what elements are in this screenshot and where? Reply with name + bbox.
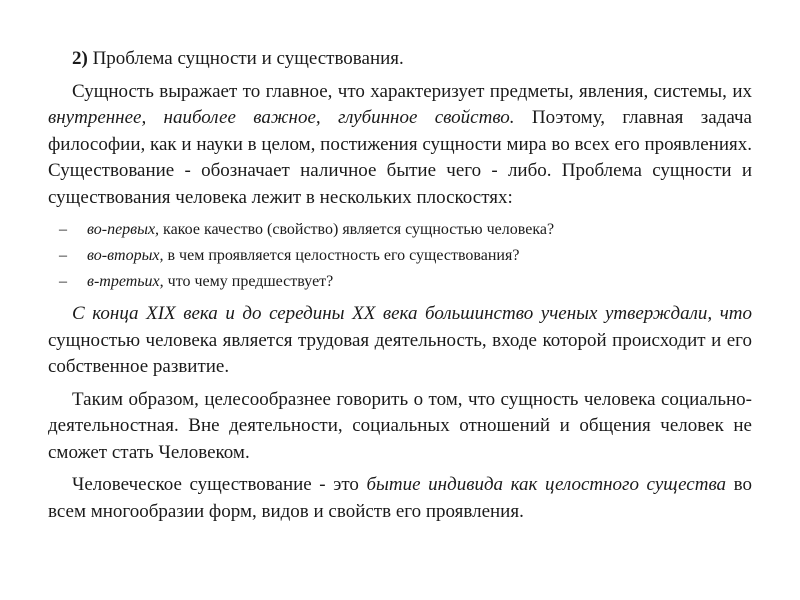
list-item-text: в чем проявляется целостность его существования? (163, 247, 520, 264)
paragraph-essence-text-1: Сущность выражает то главное, что характеризует предметы, явления, системы, их (72, 80, 752, 102)
paragraph-history-text: сущностью человека является трудовая деятельность, входе которой происходит и его собственное развитие. (48, 329, 752, 377)
list-item (48, 217, 752, 243)
paragraph-history (48, 301, 752, 381)
list-item-ordinal: во-вторых, (87, 247, 164, 264)
section-heading (48, 46, 752, 73)
list-item-text: что чему предшествует? (163, 273, 334, 290)
list-item-text: какое качество (свойство) является сущностью человека? (159, 221, 555, 238)
heading-number: 2) (72, 48, 88, 69)
list-item-ordinal: во-первых, (87, 221, 160, 238)
paragraph-existence (48, 472, 752, 525)
paragraph-conclusion (48, 387, 752, 467)
paragraph-existence-italic: бытие индивида как целостного существа (366, 474, 727, 495)
paragraph-history-italic: С конца XIX века и до середины XX века большинство ученых утверждали, что (72, 303, 752, 324)
dash-bullet-icon: – (59, 273, 67, 290)
list-item (48, 269, 752, 295)
heading-text: Проблема сущности и существования. (92, 48, 404, 69)
paragraph-essence (48, 79, 752, 212)
paragraph-essence-text-2: Поэтому, главная задача философии, как и науки в целом, постижения сущности мира во всех его проявлениях. Существование - обозначает наличное бытие чего - либо. Проблема сущности и существования человека лежит в нескольких плоскостях: (48, 107, 752, 208)
slide-content (48, 46, 752, 531)
dash-bullet-icon: – (59, 221, 67, 238)
paragraph-conclusion-text: Таким образом, целесообразнее говорить о том, что сущность человека социально-деятельностная. Вне деятельности, социальных отношений и общения человек не сможет стать Человеком. (48, 388, 752, 463)
paragraph-existence-text-1: Человеческое существование - это (72, 474, 367, 495)
dash-bullet-icon: – (59, 247, 67, 264)
aspects-list (48, 217, 752, 295)
list-item (48, 243, 752, 269)
paragraph-essence-italic: внутреннее, наиболее важное, глубинное свойство. (48, 107, 515, 128)
paragraph-existence-text-2: во всем многообразии форм, видов и свойств его проявления. (48, 474, 752, 522)
list-item-ordinal: в-третьих, (87, 273, 164, 290)
